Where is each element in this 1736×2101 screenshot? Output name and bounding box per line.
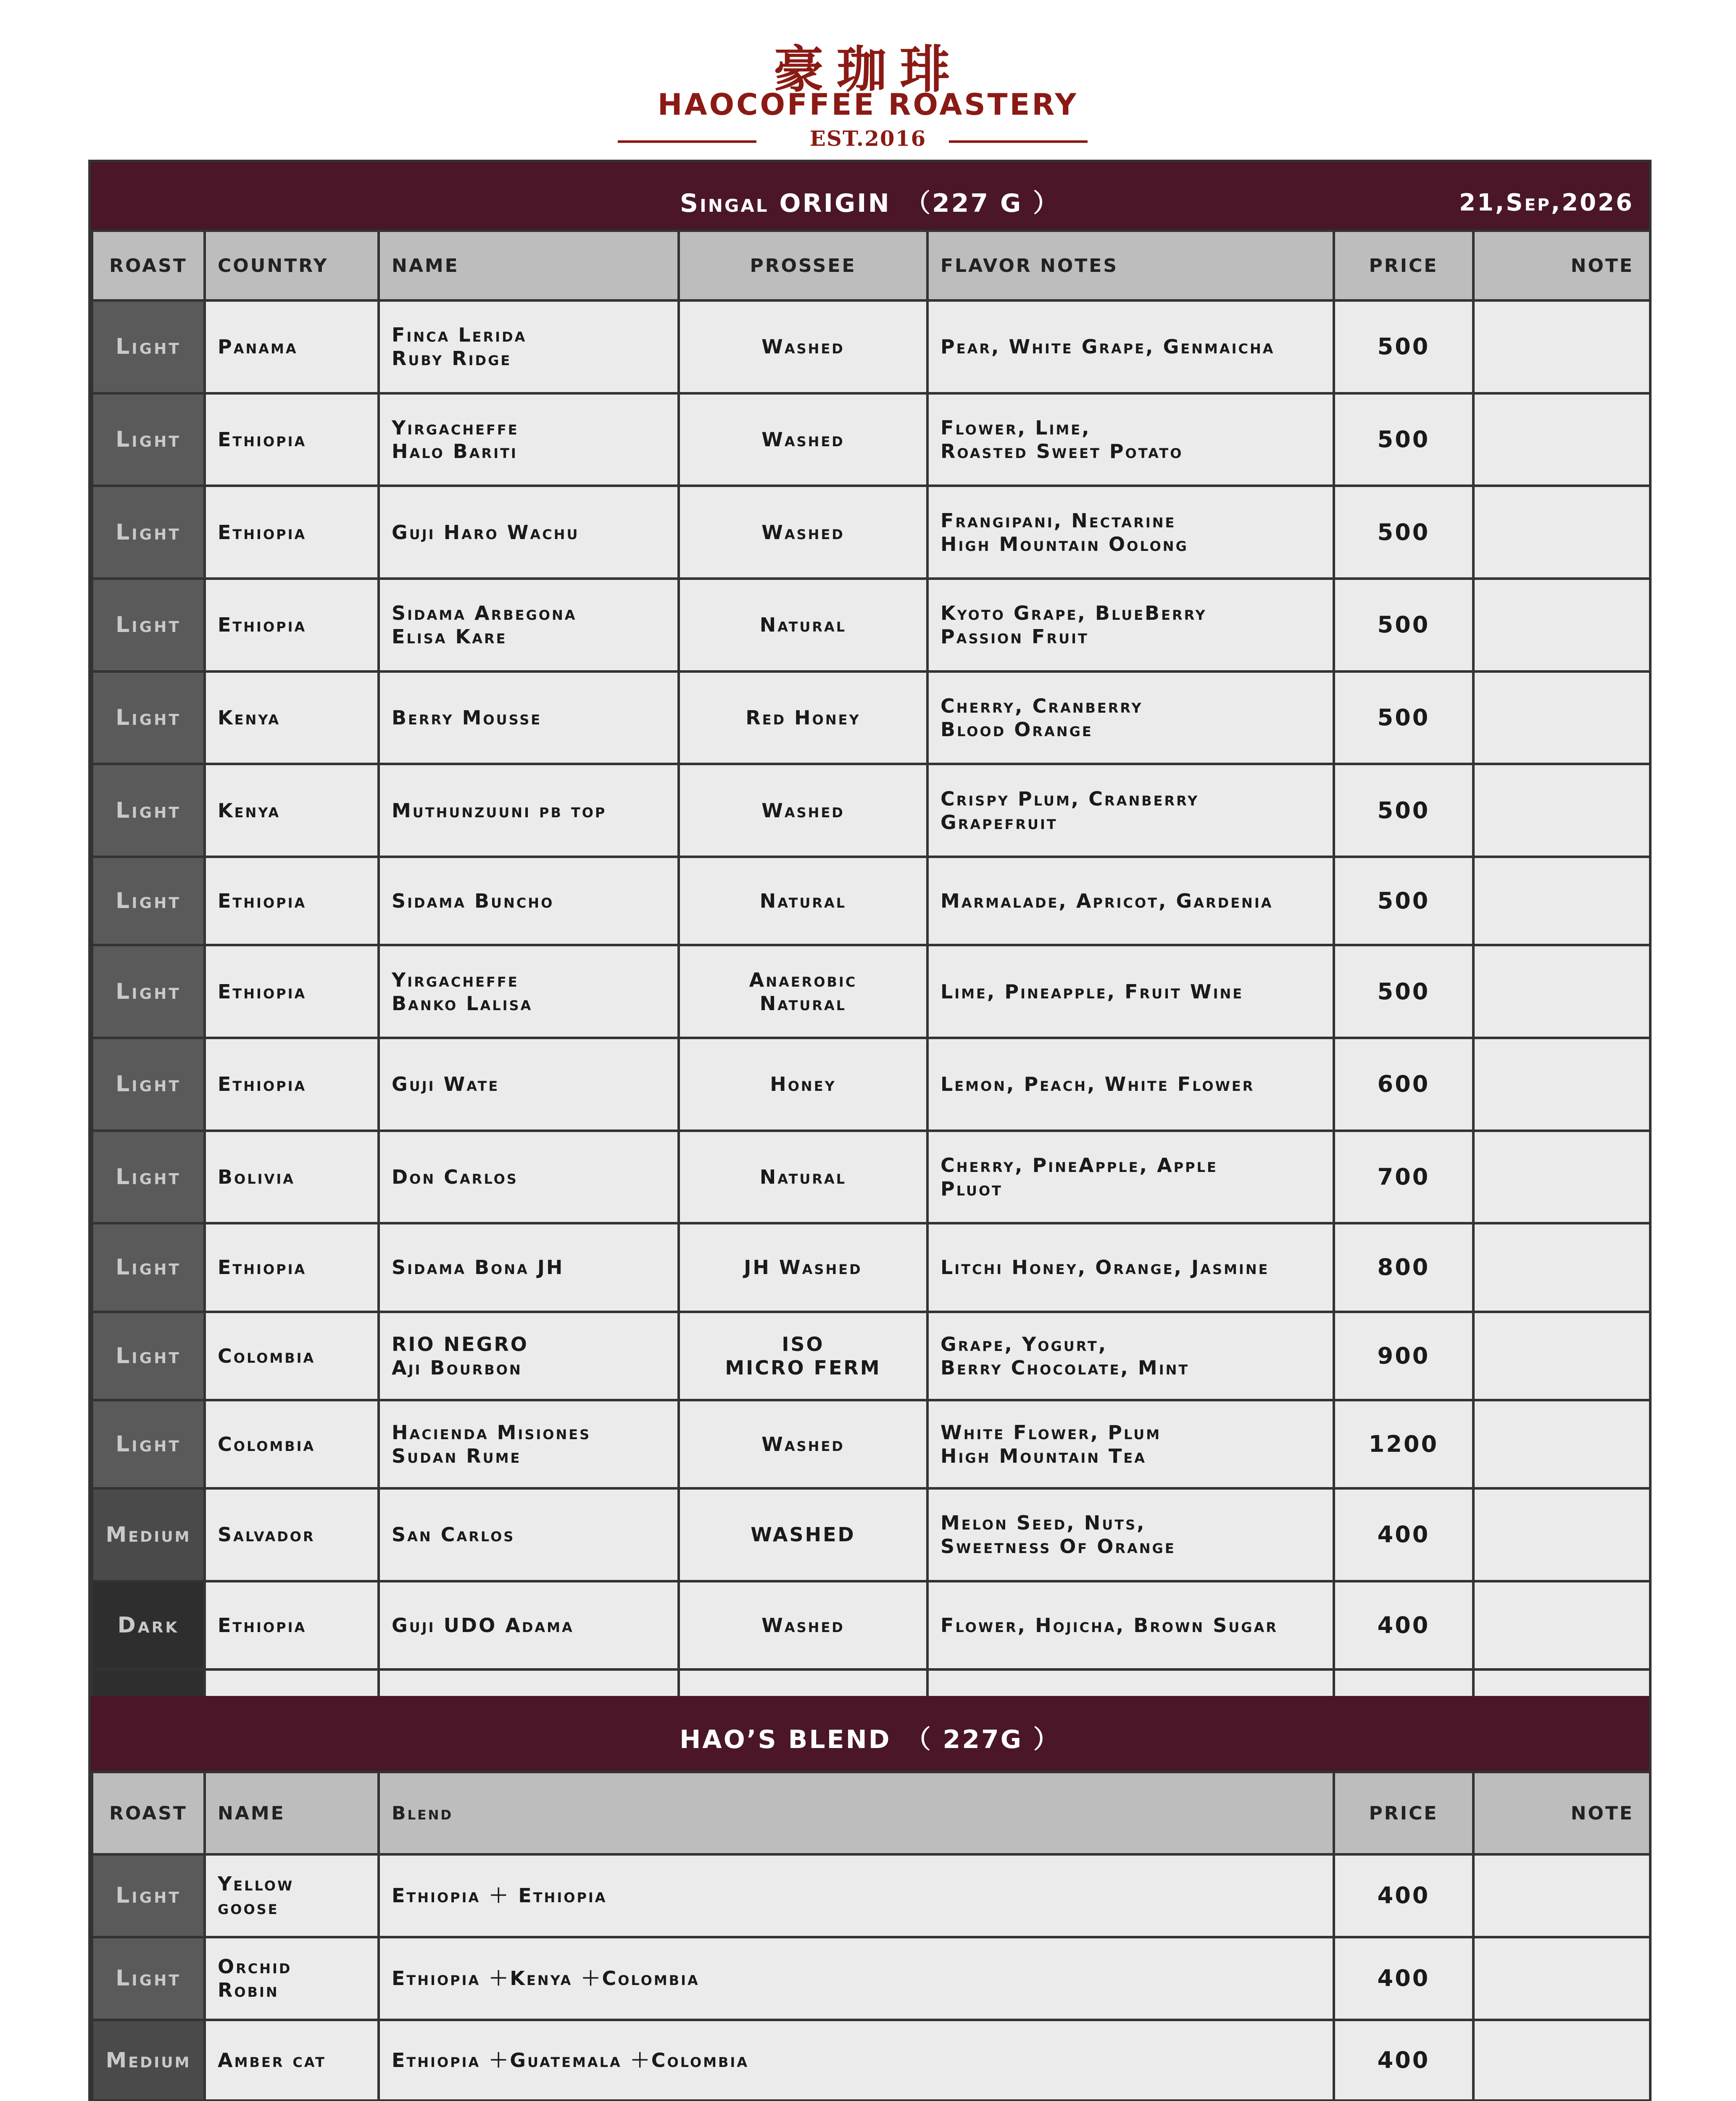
price-cell: 500 xyxy=(1334,764,1473,857)
blend-title: HAO’S BLEND （ 227G ） xyxy=(680,1725,1060,1754)
flavor-notes-cell-line: Flower, Hojicha, Brown Sugar xyxy=(940,1614,1278,1637)
coffee-name-cell xyxy=(379,671,679,764)
process-cell-line: Washed xyxy=(761,1614,845,1637)
blend-col-header-roast: ROAST xyxy=(92,1772,205,1854)
country-cell: Kenya xyxy=(205,764,379,857)
brand-name-english: HAOCOFFEE ROASTERY xyxy=(657,87,1079,122)
note-cell xyxy=(1473,1131,1650,1224)
coffee-name-cell xyxy=(379,1223,679,1311)
country-cell: Ethiopia xyxy=(205,1581,379,1669)
blend-name-cell xyxy=(205,2020,379,2101)
coffee-name-cell-line: Aji Bourbon xyxy=(392,1356,522,1379)
flavor-notes-cell-line: Blood Orange xyxy=(940,718,1093,741)
roast-level-cell: Light xyxy=(92,764,205,857)
process-cell-line: Washed xyxy=(761,1432,845,1456)
process-cell xyxy=(679,671,927,764)
flavor-notes-cell-line: Litchi Honey, Orange, Jasmine xyxy=(940,1256,1270,1279)
coffee-row xyxy=(92,671,1650,764)
coffee-name-cell xyxy=(379,1581,679,1669)
coffee-row xyxy=(92,857,1650,945)
process-cell xyxy=(679,300,927,393)
process-cell xyxy=(679,486,927,579)
note-cell xyxy=(1473,945,1650,1038)
country-cell: Panama xyxy=(205,300,379,393)
country-cell: Ethiopia xyxy=(205,579,379,671)
col-header-note: NOTE xyxy=(1473,231,1650,300)
flavor-notes-cell-line: Pear, White Grape, Genmaicha xyxy=(940,335,1275,358)
coffee-name-cell xyxy=(379,486,679,579)
price-cell: 500 xyxy=(1334,393,1473,486)
note-cell xyxy=(1473,579,1650,671)
country-cell: Ethiopia xyxy=(205,1223,379,1311)
flavor-notes-cell-line: Crispy Plum, Cranberry xyxy=(940,787,1199,810)
blend-name-cell-line: Robin xyxy=(218,1979,279,2002)
country-cell: Ethiopia xyxy=(205,1038,379,1131)
coffee-name-cell-line: Berry Mousse xyxy=(392,706,542,729)
roast-level-cell: Light xyxy=(92,1937,205,2020)
country-cell: Ethiopia xyxy=(205,486,379,579)
process-cell-line: Washed xyxy=(761,335,845,358)
price-cell: 500 xyxy=(1334,671,1473,764)
flavor-notes-cell-line: Flower, Lime, xyxy=(940,416,1091,440)
roast-level-cell: Light xyxy=(92,1223,205,1311)
coffee-name-cell-line: Sidama Arbegona xyxy=(392,602,577,625)
brand-header xyxy=(0,0,1736,160)
price-cell: 400 xyxy=(1334,1488,1473,1581)
note-cell xyxy=(1473,1400,1650,1488)
process-cell xyxy=(679,857,927,945)
blend-col-header-blend: Blend xyxy=(379,1772,1334,1854)
price-cell: 600 xyxy=(1334,1038,1473,1131)
coffee-name-cell-line: RIO NEGRO xyxy=(392,1332,529,1356)
flavor-notes-cell-line: Berry Chocolate, Mint xyxy=(940,1356,1190,1379)
col-header-roast: ROAST xyxy=(92,231,205,300)
price-cell: 800 xyxy=(1334,1223,1473,1311)
coffee-name-cell-line: Sidama Bona JH xyxy=(392,1256,564,1279)
roast-level-cell: Medium xyxy=(92,2020,205,2101)
blend-name-cell-line: Orchid xyxy=(218,1955,292,1978)
note-cell xyxy=(1473,1854,1650,1937)
blend-col-header-price: PRICE xyxy=(1334,1772,1473,1854)
flavor-notes-cell xyxy=(927,857,1334,945)
blend-origins-cell: Ethiopia ＋Guatemala ＋Colombia xyxy=(379,2020,1334,2101)
country-cell: Bolivia xyxy=(205,1131,379,1224)
process-cell xyxy=(679,1488,927,1581)
coffee-name-cell-line: Sudan Rume xyxy=(392,1444,522,1467)
blend-row xyxy=(92,2020,1650,2101)
process-cell xyxy=(679,945,927,1038)
coffee-name-cell xyxy=(379,945,679,1038)
coffee-row xyxy=(92,486,1650,579)
price-cell: 1200 xyxy=(1334,1400,1473,1488)
process-cell-line: Honey xyxy=(770,1073,836,1096)
flavor-notes-cell xyxy=(927,300,1334,393)
process-cell xyxy=(679,393,927,486)
roast-level-cell: Light xyxy=(92,1038,205,1131)
flavor-notes-cell xyxy=(927,945,1334,1038)
note-cell xyxy=(1473,1488,1650,1581)
price-cell: 500 xyxy=(1334,857,1473,945)
single-origin-table xyxy=(91,229,1652,1759)
col-header-flavor: FLAVOR NOTES xyxy=(927,231,1334,300)
price-cell: 400 xyxy=(1334,1581,1473,1669)
blend-name-cell xyxy=(205,1937,379,2020)
flavor-notes-cell xyxy=(927,1581,1334,1669)
process-cell-line: JH Washed xyxy=(744,1256,862,1279)
flavor-notes-cell-line: Grape, Yogurt, xyxy=(940,1332,1108,1356)
note-cell xyxy=(1473,1312,1650,1400)
process-cell xyxy=(679,1400,927,1488)
coffee-name-cell-line: Hacienda Misiones xyxy=(392,1421,591,1444)
flavor-notes-cell-line: Cherry, PineApple, Apple xyxy=(940,1154,1218,1177)
flavor-notes-cell xyxy=(927,671,1334,764)
single-origin-header-row xyxy=(92,231,1650,300)
roast-level-cell: Light xyxy=(92,1131,205,1224)
flavor-notes-cell-line: White Flower, Plum xyxy=(940,1421,1162,1444)
note-cell xyxy=(1473,1223,1650,1311)
coffee-row xyxy=(92,1581,1650,1669)
process-cell xyxy=(679,579,927,671)
coffee-row xyxy=(92,1038,1650,1131)
coffee-name-cell-line: Yirgacheffe xyxy=(392,968,519,991)
price-cell: 400 xyxy=(1334,1937,1473,2020)
flavor-notes-cell-line: Marmalade, Apricot, Gardenia xyxy=(940,890,1273,913)
country-cell: Ethiopia xyxy=(205,393,379,486)
coffee-row xyxy=(92,300,1650,393)
brand-name-chinese: 豪珈琲 xyxy=(773,40,963,99)
col-header-country: COUNTRY xyxy=(205,231,379,300)
note-cell xyxy=(1473,2020,1650,2101)
blend-body xyxy=(92,1854,1650,2101)
flavor-notes-cell-line: Pluot xyxy=(940,1177,1003,1201)
flavor-notes-cell xyxy=(927,1312,1334,1400)
process-cell-line: MICRO FERM xyxy=(725,1356,881,1379)
flavor-notes-cell-line: High Mountain Oolong xyxy=(940,532,1188,556)
coffee-name-cell xyxy=(379,1038,679,1131)
blend-name-cell-line: Amber cat xyxy=(218,2048,326,2072)
roast-level-cell: Light xyxy=(92,1854,205,1937)
coffee-row xyxy=(92,1488,1650,1581)
brand-rule-right xyxy=(949,140,1088,143)
coffee-row xyxy=(92,393,1650,486)
roast-level-cell: Light xyxy=(92,486,205,579)
process-cell-line: Red Honey xyxy=(746,706,861,729)
process-cell-line: Washed xyxy=(761,521,845,544)
process-cell-line: Natural xyxy=(759,890,847,913)
process-cell xyxy=(679,764,927,857)
single-origin-banner xyxy=(91,162,1649,229)
flavor-notes-cell xyxy=(927,1131,1334,1224)
flavor-notes-cell xyxy=(927,486,1334,579)
menu-date: 21,Sep,2026 xyxy=(1459,189,1634,216)
roast-level-cell: Dark xyxy=(92,1581,205,1669)
note-cell xyxy=(1473,486,1650,579)
flavor-notes-cell-line: Lemon, Peach, White Flower xyxy=(940,1073,1255,1096)
price-cell: 500 xyxy=(1334,579,1473,671)
price-cell: 400 xyxy=(1334,2020,1473,2101)
price-cell: 500 xyxy=(1334,486,1473,579)
coffee-row xyxy=(92,1223,1650,1311)
flavor-notes-cell-line: Frangipani, Nectarine xyxy=(940,509,1176,532)
roast-level-cell: Light xyxy=(92,1400,205,1488)
brand-established: EST.2016 xyxy=(809,126,927,151)
flavor-notes-cell-line: Sweetness Of Orange xyxy=(940,1535,1176,1558)
coffee-name-cell xyxy=(379,300,679,393)
process-cell-line: ISO xyxy=(782,1332,825,1356)
coffee-name-cell-line: Yirgacheffe xyxy=(392,416,519,440)
coffee-name-cell xyxy=(379,857,679,945)
roast-level-cell: Light xyxy=(92,579,205,671)
process-cell-line: Natural xyxy=(759,1166,847,1189)
roast-level-cell: Light xyxy=(92,671,205,764)
process-cell xyxy=(679,1131,927,1224)
country-cell: Ethiopia xyxy=(205,945,379,1038)
country-cell: Colombia xyxy=(205,1400,379,1488)
blend-col-header-name: NAME xyxy=(205,1772,379,1854)
blend-table xyxy=(91,1771,1652,2101)
roast-level-cell: Light xyxy=(92,300,205,393)
process-cell xyxy=(679,1312,927,1400)
coffee-name-cell-line: Muthunzuuni pb top xyxy=(392,799,607,822)
menu-frame xyxy=(88,160,1652,2101)
coffee-name-cell-line: Guji Haro Wachu xyxy=(392,521,580,544)
coffee-name-cell xyxy=(379,1488,679,1581)
country-cell: Ethiopia xyxy=(205,857,379,945)
blend-origins-cell: Ethiopia ＋ Ethiopia xyxy=(379,1854,1334,1937)
single-origin-body xyxy=(92,300,1650,1758)
price-cell: 400 xyxy=(1334,1854,1473,1937)
roast-level-cell: Medium xyxy=(92,1488,205,1581)
note-cell xyxy=(1473,857,1650,945)
blend-col-header-note: NOTE xyxy=(1473,1772,1650,1854)
flavor-notes-cell-line: Grapefruit xyxy=(940,811,1058,834)
coffee-name-cell-line: Guji UDO Adama xyxy=(392,1614,574,1637)
coffee-name-cell-line: San Carlos xyxy=(392,1523,515,1546)
price-cell: 700 xyxy=(1334,1131,1473,1224)
process-cell-line: Washed xyxy=(761,799,845,822)
flavor-notes-cell-line: Roasted Sweet Potato xyxy=(940,440,1183,463)
process-cell xyxy=(679,1038,927,1131)
flavor-notes-cell-line: Passion Fruit xyxy=(940,625,1089,648)
country-cell: Colombia xyxy=(205,1312,379,1400)
coffee-name-cell-line: Elisa Kare xyxy=(392,625,507,648)
roast-level-cell: Light xyxy=(92,393,205,486)
flavor-notes-cell xyxy=(927,1223,1334,1311)
flavor-notes-cell xyxy=(927,764,1334,857)
coffee-row xyxy=(92,1131,1650,1224)
flavor-notes-cell-line: Cherry, Cranberry xyxy=(940,695,1143,718)
flavor-notes-cell xyxy=(927,579,1334,671)
note-cell xyxy=(1473,671,1650,764)
price-cell: 500 xyxy=(1334,300,1473,393)
col-header-process: PROSSEE xyxy=(679,231,927,300)
note-cell xyxy=(1473,1038,1650,1131)
coffee-row xyxy=(92,945,1650,1038)
coffee-name-cell-line: Banko Lalisa xyxy=(392,992,533,1015)
process-cell xyxy=(679,1581,927,1669)
blend-row xyxy=(92,1854,1650,1937)
flavor-notes-cell xyxy=(927,1038,1334,1131)
blend-name-cell-line: Yellow xyxy=(218,1872,294,1896)
process-cell-line: WASHED xyxy=(751,1523,856,1546)
roast-level-cell: Light xyxy=(92,945,205,1038)
col-header-name: NAME xyxy=(379,231,679,300)
roast-level-cell: Light xyxy=(92,1312,205,1400)
coffee-name-cell-line: Sidama Buncho xyxy=(392,890,554,913)
flavor-notes-cell-line: Lime, Pineapple, Fruit Wine xyxy=(940,980,1244,1003)
coffee-name-cell xyxy=(379,579,679,671)
note-cell xyxy=(1473,764,1650,857)
note-cell xyxy=(1473,393,1650,486)
coffee-name-cell-line: Don Carlos xyxy=(392,1166,518,1189)
coffee-name-cell-line: Finca Lerida xyxy=(392,324,527,347)
country-cell: Kenya xyxy=(205,671,379,764)
blend-origins-cell: Ethiopia ＋Kenya ＋Colombia xyxy=(379,1937,1334,2020)
blend-name-cell xyxy=(205,1854,379,1937)
flavor-notes-cell-line: Kyoto Grape, BlueBerry xyxy=(940,602,1207,625)
process-cell-line: Natural xyxy=(759,613,847,637)
coffee-name-cell xyxy=(379,764,679,857)
flavor-notes-cell-line: Melon Seed, Nuts, xyxy=(940,1511,1146,1535)
country-cell: Salvador xyxy=(205,1488,379,1581)
price-cell: 900 xyxy=(1334,1312,1473,1400)
coffee-name-cell-line: Halo Bariti xyxy=(392,440,518,463)
coffee-name-cell xyxy=(379,1312,679,1400)
coffee-row xyxy=(92,1400,1650,1488)
flavor-notes-cell xyxy=(927,1488,1334,1581)
note-cell xyxy=(1473,1581,1650,1669)
price-cell: 500 xyxy=(1334,945,1473,1038)
col-header-price: PRICE xyxy=(1334,231,1473,300)
blend-banner xyxy=(91,1696,1649,1771)
coffee-row xyxy=(92,579,1650,671)
blend-header-row xyxy=(92,1772,1650,1854)
process-cell-line: Anaerobic xyxy=(749,968,857,991)
coffee-name-cell-line: Guji Wate xyxy=(392,1073,500,1096)
process-cell xyxy=(679,1223,927,1311)
flavor-notes-cell-line: High Mountain Tea xyxy=(940,1444,1147,1467)
note-cell xyxy=(1473,1937,1650,2020)
coffee-row xyxy=(92,764,1650,857)
note-cell xyxy=(1473,300,1650,393)
roast-level-cell: Light xyxy=(92,857,205,945)
coffee-name-cell xyxy=(379,393,679,486)
blend-row xyxy=(92,1937,1650,2020)
coffee-name-cell xyxy=(379,1131,679,1224)
coffee-row xyxy=(92,1312,1650,1400)
coffee-name-cell xyxy=(379,1400,679,1488)
blend-name-cell-line: goose xyxy=(218,1896,279,1919)
coffee-name-cell-line: Ruby Ridge xyxy=(392,347,512,370)
process-cell-line: Natural xyxy=(759,992,847,1015)
flavor-notes-cell xyxy=(927,393,1334,486)
single-origin-title: Singal ORIGIN （227 G ） xyxy=(680,189,1060,218)
process-cell-line: Washed xyxy=(761,428,845,451)
flavor-notes-cell xyxy=(927,1400,1334,1488)
